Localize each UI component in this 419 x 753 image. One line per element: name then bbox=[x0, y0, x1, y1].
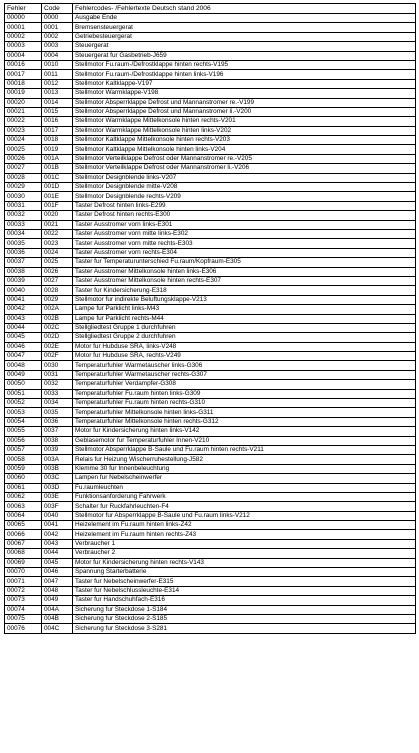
fehler-cell: 00017 bbox=[5, 70, 42, 79]
code-cell: 0038 bbox=[42, 436, 73, 445]
description-cell: Stellmotor Designblende rechts-V209 bbox=[73, 192, 416, 201]
fehler-cell: 00060 bbox=[5, 474, 42, 483]
header-description: Fehlercodes- /Fehlertexte Deutsch stand 2006 bbox=[73, 4, 416, 14]
description-cell: Heizelement im Fu.raum hinten links-Z42 bbox=[73, 521, 416, 530]
description-cell: Taster Ausstromer vorn mitte links-E302 bbox=[73, 229, 416, 238]
code-cell: 002B bbox=[42, 314, 73, 323]
description-cell: Stellgliedtest Gruppe 2 durchfuhren bbox=[73, 333, 416, 342]
code-cell: 0000 bbox=[42, 14, 73, 23]
code-cell: 001D bbox=[42, 183, 73, 192]
fehler-cell: 00045 bbox=[5, 333, 42, 342]
description-cell: Lampen fur Nebelscheinwerfer bbox=[73, 474, 416, 483]
description-cell: Klemme 30 fur Innenbeleuchtung bbox=[73, 464, 416, 473]
code-cell: 0048 bbox=[42, 586, 73, 595]
table-row bbox=[5, 42, 416, 51]
code-cell: 0014 bbox=[42, 98, 73, 107]
code-cell: 0024 bbox=[42, 248, 73, 257]
table-row bbox=[5, 399, 416, 408]
code-cell: 0017 bbox=[42, 126, 73, 135]
code-cell: 002C bbox=[42, 323, 73, 332]
description-cell: Temperaturfuhler Verdampfer-G308 bbox=[73, 380, 416, 389]
header-code: Code bbox=[42, 4, 73, 14]
fehler-cell: 00062 bbox=[5, 492, 42, 501]
table-row bbox=[5, 521, 416, 530]
table-row bbox=[5, 380, 416, 389]
code-cell: 001E bbox=[42, 192, 73, 201]
description-cell: Stellmotor Absperrklappe B-Saule und Fu.raum hinten rechts-V211 bbox=[73, 445, 416, 454]
code-cell: 003F bbox=[42, 502, 73, 511]
fehler-cell: 00070 bbox=[5, 568, 42, 577]
description-cell: Verbraucher 2 bbox=[73, 549, 416, 558]
fehler-cell: 00066 bbox=[5, 530, 42, 539]
code-cell: 0025 bbox=[42, 258, 73, 267]
description-cell: Stellmotor Fu.raum-/Defrostklappe hinten links-V196 bbox=[73, 70, 416, 79]
code-cell: 0016 bbox=[42, 117, 73, 126]
fehler-cell: 00004 bbox=[5, 51, 42, 60]
code-cell: 0012 bbox=[42, 79, 73, 88]
table-row bbox=[5, 492, 416, 501]
code-cell: 002A bbox=[42, 305, 73, 314]
description-cell: Schalter fur Ruckfahrleuchten-F4 bbox=[73, 502, 416, 511]
description-cell: Stellmotor fur indirekte Beluftungsklappe-V213 bbox=[73, 295, 416, 304]
description-cell: Motor fur Hubduse SRA, links-V248 bbox=[73, 342, 416, 351]
table-row bbox=[5, 539, 416, 548]
table-row bbox=[5, 474, 416, 483]
description-cell: Stellmotor Verteilklappe Defrost oder Mannanstromer li.-V206 bbox=[73, 164, 416, 173]
code-cell: 0004 bbox=[42, 51, 73, 60]
description-cell: Stellmotor Designblende mitte-V208 bbox=[73, 183, 416, 192]
fehler-cell: 00033 bbox=[5, 220, 42, 229]
fehler-cell: 00069 bbox=[5, 558, 42, 567]
code-cell: 0021 bbox=[42, 220, 73, 229]
fehler-cell: 00038 bbox=[5, 267, 42, 276]
fehler-cell: 00055 bbox=[5, 427, 42, 436]
table-row bbox=[5, 258, 416, 267]
fehler-cell: 00000 bbox=[5, 14, 42, 23]
code-cell: 0023 bbox=[42, 239, 73, 248]
description-cell: Spannung Starterbatterie bbox=[73, 568, 416, 577]
table-row bbox=[5, 417, 416, 426]
table-row bbox=[5, 502, 416, 511]
table-row bbox=[5, 577, 416, 586]
fehler-cell: 00075 bbox=[5, 615, 42, 624]
table-row bbox=[5, 323, 416, 332]
fehler-cell: 00061 bbox=[5, 483, 42, 492]
code-cell: 0026 bbox=[42, 267, 73, 276]
table-row bbox=[5, 455, 416, 464]
fehler-cell: 00044 bbox=[5, 323, 42, 332]
header-row bbox=[5, 4, 416, 14]
description-cell: Lampe fur Parklicht rechts-M44 bbox=[73, 314, 416, 323]
fehler-cell: 00043 bbox=[5, 314, 42, 323]
table-row bbox=[5, 370, 416, 379]
header-fehler: Fehler bbox=[5, 4, 42, 14]
description-cell: Temperaturfuhler Fu.raum hinten rechts-G310 bbox=[73, 399, 416, 408]
fehler-cell: 00016 bbox=[5, 60, 42, 69]
code-cell: 0046 bbox=[42, 568, 73, 577]
table-row bbox=[5, 352, 416, 361]
table-row bbox=[5, 60, 416, 69]
fehler-cell: 00036 bbox=[5, 248, 42, 257]
code-cell: 003A bbox=[42, 455, 73, 464]
description-cell: Temperaturfuhler Mittelkonsole hinten rechts-G312 bbox=[73, 417, 416, 426]
table-row bbox=[5, 183, 416, 192]
code-cell: 0034 bbox=[42, 399, 73, 408]
code-cell: 001F bbox=[42, 201, 73, 210]
fehler-cell: 00022 bbox=[5, 117, 42, 126]
table-row bbox=[5, 624, 416, 633]
fehler-cell: 00067 bbox=[5, 539, 42, 548]
table-row bbox=[5, 276, 416, 285]
table-row bbox=[5, 192, 416, 201]
fehler-cell: 00026 bbox=[5, 154, 42, 163]
description-cell: Getriebesteuergerat bbox=[73, 32, 416, 41]
table-row bbox=[5, 229, 416, 238]
table-row bbox=[5, 14, 416, 23]
description-cell: Stellmotor Kaltklappe Mittelkonsole hinten links-V204 bbox=[73, 145, 416, 154]
code-cell: 0015 bbox=[42, 107, 73, 116]
description-cell: Taster fur Kindersicherung-E318 bbox=[73, 286, 416, 295]
table-row bbox=[5, 568, 416, 577]
description-cell: Stellmotor Kaltklappe-V197 bbox=[73, 79, 416, 88]
code-cell: 0032 bbox=[42, 380, 73, 389]
code-cell: 0010 bbox=[42, 60, 73, 69]
code-cell: 002D bbox=[42, 333, 73, 342]
fehler-cell: 00052 bbox=[5, 399, 42, 408]
table-row bbox=[5, 596, 416, 605]
table-row bbox=[5, 314, 416, 323]
code-cell: 0019 bbox=[42, 145, 73, 154]
code-cell: 0022 bbox=[42, 229, 73, 238]
fehler-cell: 00037 bbox=[5, 258, 42, 267]
description-cell: Lampe fur Parklicht links-M43 bbox=[73, 305, 416, 314]
code-cell: 0028 bbox=[42, 286, 73, 295]
description-cell: Stellmotor Warmklappe-V198 bbox=[73, 89, 416, 98]
description-cell: Stellmotor Warmklappe Mittelkonsole hinten rechts-V201 bbox=[73, 117, 416, 126]
code-cell: 003B bbox=[42, 464, 73, 473]
code-cell: 004C bbox=[42, 624, 73, 633]
fehler-cell: 00032 bbox=[5, 211, 42, 220]
table-row bbox=[5, 333, 416, 342]
error-code-sheet bbox=[4, 3, 415, 634]
fehler-cell: 00019 bbox=[5, 89, 42, 98]
code-cell: 0011 bbox=[42, 70, 73, 79]
description-cell: Motor fur Kindersicherung hinten links-V142 bbox=[73, 427, 416, 436]
table-row bbox=[5, 154, 416, 163]
fehler-cell: 00021 bbox=[5, 107, 42, 116]
code-cell: 001C bbox=[42, 173, 73, 182]
table-row bbox=[5, 51, 416, 60]
table-row bbox=[5, 427, 416, 436]
fehler-cell: 00058 bbox=[5, 455, 42, 464]
description-cell: Stellmotor Verteilklappe Defrost oder Mannanstromer re.-V205 bbox=[73, 154, 416, 163]
fehler-cell: 00068 bbox=[5, 549, 42, 558]
code-cell: 0002 bbox=[42, 32, 73, 41]
table-row bbox=[5, 70, 416, 79]
table-row bbox=[5, 615, 416, 624]
code-cell: 0031 bbox=[42, 370, 73, 379]
description-cell: Taster fur Nebelschlussleuchte-E314 bbox=[73, 586, 416, 595]
table-row bbox=[5, 107, 416, 116]
table-row bbox=[5, 220, 416, 229]
table-row bbox=[5, 173, 416, 182]
description-cell: Stellmotor Warmklappe Mittelkonsole hinten links-V202 bbox=[73, 126, 416, 135]
fehler-cell: 00074 bbox=[5, 605, 42, 614]
fehler-cell: 00025 bbox=[5, 145, 42, 154]
table-row bbox=[5, 361, 416, 370]
fehler-cell: 00024 bbox=[5, 136, 42, 145]
code-cell: 0030 bbox=[42, 361, 73, 370]
description-cell: Taster Ausstromer Mittelkonsole hinten links-E306 bbox=[73, 267, 416, 276]
description-cell: Heizelement im Fu.raum hinten rechts-Z43 bbox=[73, 530, 416, 539]
code-cell: 004B bbox=[42, 615, 73, 624]
description-cell: Temperaturfuhler Mittelkonsole hinten links-G311 bbox=[73, 408, 416, 417]
fehler-cell: 00035 bbox=[5, 239, 42, 248]
fehler-cell: 00063 bbox=[5, 502, 42, 511]
fehler-cell: 00072 bbox=[5, 586, 42, 595]
fehler-cell: 00050 bbox=[5, 380, 42, 389]
description-cell: Stellmotor fur Absperrklappe B-Saule und Fu.raum links-V212 bbox=[73, 511, 416, 520]
description-cell: Geblasemotor fur Temperaturfuhler Innen-V210 bbox=[73, 436, 416, 445]
description-cell: Temperaturfuhler Fu.raum hinten links-G309 bbox=[73, 389, 416, 398]
code-cell: 0013 bbox=[42, 89, 73, 98]
code-cell: 0044 bbox=[42, 549, 73, 558]
description-cell: Ausgabe Ende bbox=[73, 14, 416, 23]
description-cell: Motor fur Hubduse SRA, rechts-V249 bbox=[73, 352, 416, 361]
description-cell: Temperaturfuhler Warmetauscher links-G306 bbox=[73, 361, 416, 370]
description-cell: Relais fur Heizung Wischerruhestellung-J582 bbox=[73, 455, 416, 464]
table-row bbox=[5, 295, 416, 304]
fehler-cell: 00027 bbox=[5, 164, 42, 173]
table-row bbox=[5, 32, 416, 41]
description-cell: Funktionsanforderung Fahrwerk bbox=[73, 492, 416, 501]
table-row bbox=[5, 530, 416, 539]
code-cell: 004A bbox=[42, 605, 73, 614]
code-cell: 0037 bbox=[42, 427, 73, 436]
table-row bbox=[5, 23, 416, 32]
description-cell: Fu.raumleuchten bbox=[73, 483, 416, 492]
fehler-cell: 00031 bbox=[5, 201, 42, 210]
code-cell: 0035 bbox=[42, 408, 73, 417]
table-row bbox=[5, 305, 416, 314]
table-row bbox=[5, 445, 416, 454]
fehler-cell: 00042 bbox=[5, 305, 42, 314]
description-cell: Taster Ausstromer Mittelkonsole hinten rechts-E307 bbox=[73, 276, 416, 285]
description-cell: Verbraucher 1 bbox=[73, 539, 416, 548]
fehler-cell: 00029 bbox=[5, 183, 42, 192]
table-body bbox=[5, 14, 416, 634]
table-row bbox=[5, 239, 416, 248]
fehler-cell: 00051 bbox=[5, 389, 42, 398]
description-cell: Motor fur Kindersicherung hinten rechts-V143 bbox=[73, 558, 416, 567]
fehler-cell: 00071 bbox=[5, 577, 42, 586]
description-cell: Taster fur Handschuhfach-E316 bbox=[73, 596, 416, 605]
fehler-cell: 00048 bbox=[5, 361, 42, 370]
fehler-cell: 00028 bbox=[5, 173, 42, 182]
code-cell: 002F bbox=[42, 352, 73, 361]
fehler-cell: 00046 bbox=[5, 342, 42, 351]
description-cell: Stellgliedtest Gruppe 1 durchfuhren bbox=[73, 323, 416, 332]
fehler-cell: 00059 bbox=[5, 464, 42, 473]
description-cell: Steuergerat fur Gasbetrieb-J659 bbox=[73, 51, 416, 60]
code-cell: 0049 bbox=[42, 596, 73, 605]
description-cell: Taster fur Nebelscheinwerfer-E315 bbox=[73, 577, 416, 586]
description-cell: Bremsensteuergerat bbox=[73, 23, 416, 32]
table-row bbox=[5, 201, 416, 210]
code-cell: 0036 bbox=[42, 417, 73, 426]
table-row bbox=[5, 267, 416, 276]
code-cell: 0040 bbox=[42, 511, 73, 520]
description-cell: Stellmotor Fu.raum-/Defrostklappe hinten rechts-V195 bbox=[73, 60, 416, 69]
table-row bbox=[5, 408, 416, 417]
code-cell: 001A bbox=[42, 154, 73, 163]
table-row bbox=[5, 605, 416, 614]
fehler-cell: 00034 bbox=[5, 229, 42, 238]
fehler-cell: 00073 bbox=[5, 596, 42, 605]
fehler-cell: 00041 bbox=[5, 295, 42, 304]
table-row bbox=[5, 389, 416, 398]
description-cell: Stellmotor Kaltklappe Mittelkonsole hinten rechts-V203 bbox=[73, 136, 416, 145]
code-cell: 0043 bbox=[42, 539, 73, 548]
table-row bbox=[5, 464, 416, 473]
table-row bbox=[5, 126, 416, 135]
code-cell: 0047 bbox=[42, 577, 73, 586]
table-row bbox=[5, 511, 416, 520]
code-cell: 0003 bbox=[42, 42, 73, 51]
fehler-cell: 00053 bbox=[5, 408, 42, 417]
error-code-table bbox=[4, 3, 416, 634]
table-row bbox=[5, 98, 416, 107]
description-cell: Taster Ausstromer vorn mitte rechts-E303 bbox=[73, 239, 416, 248]
table-row bbox=[5, 117, 416, 126]
table-row bbox=[5, 586, 416, 595]
description-cell: Stellmotor Absperrklappe Defrost und Mannanstromer li.-V200 bbox=[73, 107, 416, 116]
code-cell: 003D bbox=[42, 483, 73, 492]
table-row bbox=[5, 436, 416, 445]
code-cell: 0033 bbox=[42, 389, 73, 398]
table-row bbox=[5, 342, 416, 351]
code-cell: 0020 bbox=[42, 211, 73, 220]
table-row bbox=[5, 136, 416, 145]
fehler-cell: 00047 bbox=[5, 352, 42, 361]
fehler-cell: 00020 bbox=[5, 98, 42, 107]
table-row bbox=[5, 549, 416, 558]
description-cell: Steuergerat bbox=[73, 42, 416, 51]
table-row bbox=[5, 211, 416, 220]
code-cell: 0018 bbox=[42, 136, 73, 145]
fehler-cell: 00002 bbox=[5, 32, 42, 41]
code-cell: 001B bbox=[42, 164, 73, 173]
fehler-cell: 00056 bbox=[5, 436, 42, 445]
fehler-cell: 00040 bbox=[5, 286, 42, 295]
table-row bbox=[5, 164, 416, 173]
description-cell: Taster Ausstromer vorn rechts-E304 bbox=[73, 248, 416, 257]
fehler-cell: 00054 bbox=[5, 417, 42, 426]
fehler-cell: 00049 bbox=[5, 370, 42, 379]
description-cell: Sicherung fur Steckdose 2-S185 bbox=[73, 615, 416, 624]
code-cell: 0027 bbox=[42, 276, 73, 285]
description-cell: Temperaturfuhler Warmetauscher rechts-G307 bbox=[73, 370, 416, 379]
fehler-cell: 00065 bbox=[5, 521, 42, 530]
table-row bbox=[5, 89, 416, 98]
code-cell: 0029 bbox=[42, 295, 73, 304]
fehler-cell: 00057 bbox=[5, 445, 42, 454]
table-row bbox=[5, 248, 416, 257]
fehler-cell: 00001 bbox=[5, 23, 42, 32]
code-cell: 0001 bbox=[42, 23, 73, 32]
code-cell: 0042 bbox=[42, 530, 73, 539]
fehler-cell: 00064 bbox=[5, 511, 42, 520]
fehler-cell: 00076 bbox=[5, 624, 42, 633]
fehler-cell: 00023 bbox=[5, 126, 42, 135]
description-cell: Sicherung fur Steckdose 3-S281 bbox=[73, 624, 416, 633]
table-row bbox=[5, 145, 416, 154]
description-cell: Sicherung fur Steckdose 1-S184 bbox=[73, 605, 416, 614]
fehler-cell: 00018 bbox=[5, 79, 42, 88]
description-cell: Taster Ausstromer vorn links-E301 bbox=[73, 220, 416, 229]
code-cell: 003E bbox=[42, 492, 73, 501]
fehler-cell: 00039 bbox=[5, 276, 42, 285]
fehler-cell: 00030 bbox=[5, 192, 42, 201]
description-cell: Taster fur Temperaturunterschied Fu.raum/Kopfraum-E305 bbox=[73, 258, 416, 267]
table-row bbox=[5, 79, 416, 88]
table-row bbox=[5, 483, 416, 492]
description-cell: Stellmotor Absperrklappe Defrost und Mannanstromer re.-V199 bbox=[73, 98, 416, 107]
code-cell: 0045 bbox=[42, 558, 73, 567]
table-row bbox=[5, 558, 416, 567]
description-cell: Taster Defrost hinten links-E299 bbox=[73, 201, 416, 210]
code-cell: 0039 bbox=[42, 445, 73, 454]
description-cell: Taster Defrost hinten rechts-E300 bbox=[73, 211, 416, 220]
table-row bbox=[5, 286, 416, 295]
description-cell: Stellmotor Designblende links-V207 bbox=[73, 173, 416, 182]
fehler-cell: 00003 bbox=[5, 42, 42, 51]
code-cell: 002E bbox=[42, 342, 73, 351]
code-cell: 0041 bbox=[42, 521, 73, 530]
code-cell: 003C bbox=[42, 474, 73, 483]
